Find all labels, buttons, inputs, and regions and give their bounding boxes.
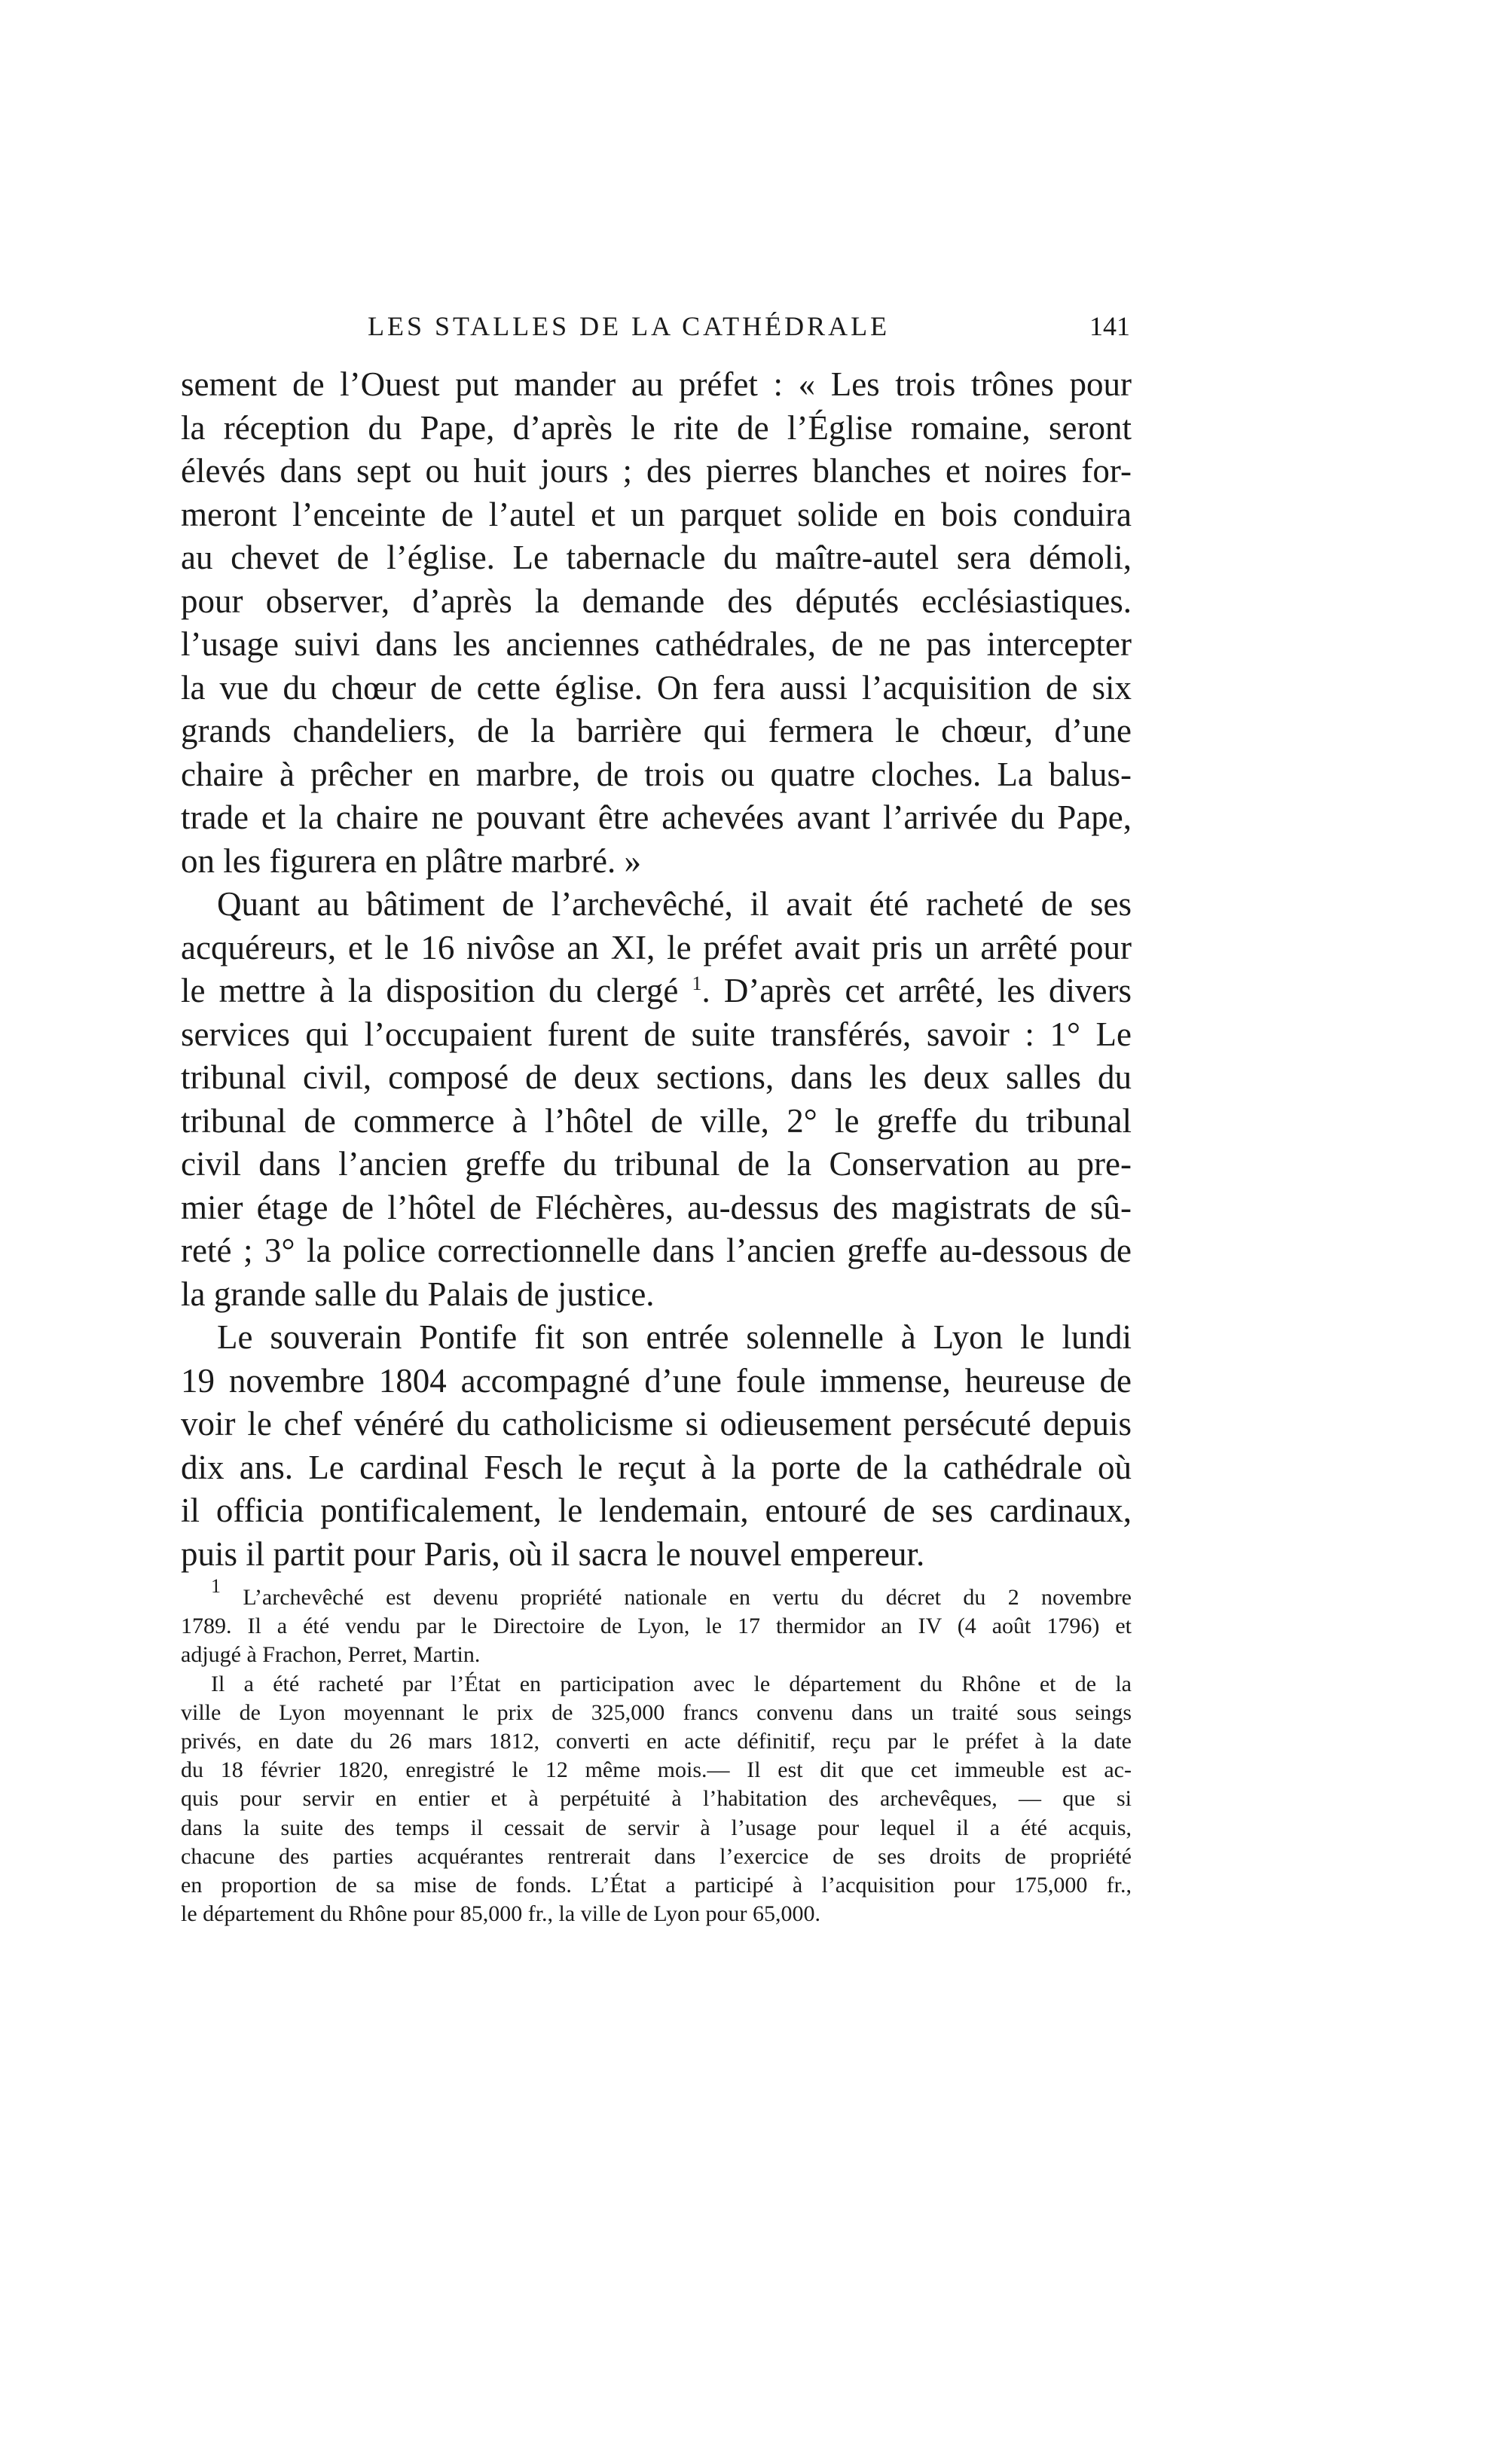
text-line: pour observer, d’après la demande des députés ecclésiastiques. <box>181 582 1132 620</box>
text-line: l’usage suivi dans les anciennes cathédrales, de ne pas intercepter <box>181 625 1132 663</box>
text-line: Quant au bâtiment de l’archevêché, il avait été racheté de ses <box>217 885 1132 923</box>
footnote-line: du 18 février 1820, enregistré le 12 même mois.— Il est dit que cet immeuble est ac- <box>181 1757 1132 1783</box>
text-line: reté ; 3° la police correctionnelle dans l’ancien greffe au-dessous de <box>181 1232 1132 1269</box>
footnote-reference[interactable]: 1 <box>692 972 702 994</box>
text-line: chaire à prêcher en marbre, de trois ou quatre cloches. La balus- <box>181 755 1132 793</box>
text-fragment: L’archevêché est devenu propriété nationale en vertu du décret du 2 novembre <box>243 1585 1132 1610</box>
text-line: dix ans. Le cardinal Fesch le reçut à la porte de la cathédrale où <box>181 1448 1132 1486</box>
footnotes <box>181 1575 1132 1928</box>
text-line: services qui l’occupaient furent de suite transférés, savoir : 1° Le <box>181 1015 1132 1053</box>
text-line: la grande salle du Palais de justice. <box>181 1275 655 1313</box>
text-fragment: le mettre à la disposition du clergé <box>181 972 679 1009</box>
text-line: mier étage de l’hôtel de Fléchères, au-dessus des magistrats de sû- <box>181 1188 1132 1226</box>
text-line: tribunal civil, composé de deux sections, dans les deux salles du <box>181 1058 1132 1096</box>
page-number: 141 <box>1089 311 1130 341</box>
footnote-continuation <box>181 1670 1132 1929</box>
paragraph-2 <box>181 883 1132 1316</box>
text-line <box>181 969 1132 1013</box>
main-text <box>181 363 1132 1576</box>
text-line: sement de l’Ouest put mander au préfet : « Les trois trônes pour <box>181 365 1132 403</box>
footnote-line: quis pour servir en entier et à perpétuité à l’habitation des archevêques, — que si <box>181 1786 1132 1812</box>
running-header <box>181 310 1130 353</box>
text-line: Le souverain Pontife fit son entrée solennelle à Lyon le lundi <box>217 1318 1132 1356</box>
text-line: il officia pontificalement, le lendemain, entouré de ses cardinaux, <box>181 1492 1132 1529</box>
footnote-line: Il a été racheté par l’État en participation avec le département du Rhône et de la <box>211 1671 1132 1696</box>
text-line: on les figurera en plâtre marbré. » <box>181 841 641 880</box>
text-line: trade et la chaire ne pouvant être achevées avant l’arrivée du Pape, <box>181 798 1132 836</box>
footnote-line: chacune des parties acquérantes rentrerait dans l’exercice de ses droits de propriété <box>181 1843 1132 1869</box>
text-line: grands chandeliers, de la barrière qui fermera le chœur, d’une <box>181 712 1132 750</box>
paragraph-1 <box>181 363 1132 883</box>
text-fragment: . D’après cet arrêté, les divers <box>701 972 1132 1009</box>
footnote-number: 1 <box>211 1575 221 1597</box>
text-line: puis il partit pour Paris, où il sacra le nouvel empereur. <box>181 1534 925 1573</box>
text-line: meront l’enceinte de l’autel et un parquet solide en bois conduira <box>181 495 1132 533</box>
text-line: la réception du Pape, d’après le rite de l’Église romaine, seront <box>181 408 1132 447</box>
footnote-line: adjugé à Frachon, Perret, Martin. <box>181 1642 481 1668</box>
text-line: civil dans l’ancien greffe du tribunal de la Conservation au pre- <box>181 1145 1132 1183</box>
footnote-line: en proportion de sa mise de fonds. L’État a participé à l’acquisition pour 175,000 fr., <box>181 1872 1132 1898</box>
footnote-line: 1789. Il a été vendu par le Directoire de Lyon, le 17 thermidor an IV (4 août 1796) et <box>181 1614 1132 1639</box>
footnote-line: privés, en date du 26 mars 1812, converti en acte définitif, reçu par le préfet à la date <box>181 1728 1132 1754</box>
text-line: élevés dans sept ou huit jours ; des pierres blanches et noires for- <box>181 452 1132 490</box>
running-title: LES STALLES DE LA CATHÉDRALE <box>368 311 891 341</box>
paragraph-3 <box>181 1316 1132 1576</box>
footnote-line: dans la suite des temps il cessait de servir à l’usage pour lequel il a été acquis, <box>181 1815 1132 1840</box>
footnote-1 <box>181 1575 1132 1670</box>
text-line: acquéreurs, et le 16 nivôse an XI, le préfet avait pris un arrêté pour <box>181 928 1132 966</box>
text-line: la vue du chœur de cette église. On fera aussi l’acquisition de six <box>181 668 1132 707</box>
text-line: voir le chef vénéré du catholicisme si odieusement persécuté depuis <box>181 1405 1132 1443</box>
footnote-line: le département du Rhône pour 85,000 fr., la ville de Lyon pour 65,000. <box>181 1901 820 1927</box>
footnote-line: ville de Lyon moyennant le prix de 325,000 francs convenu dans un traité sous seings <box>181 1699 1132 1725</box>
text-line: 19 novembre 1804 accompagné d’une foule immense, heureuse de <box>181 1361 1132 1400</box>
text-line: tribunal de commerce à l’hôtel de ville, 2° le greffe du tribunal <box>181 1101 1132 1140</box>
footnote-line <box>181 1575 1132 1612</box>
text-line: au chevet de l’église. Le tabernacle du maître-autel sera démoli, <box>181 539 1132 576</box>
